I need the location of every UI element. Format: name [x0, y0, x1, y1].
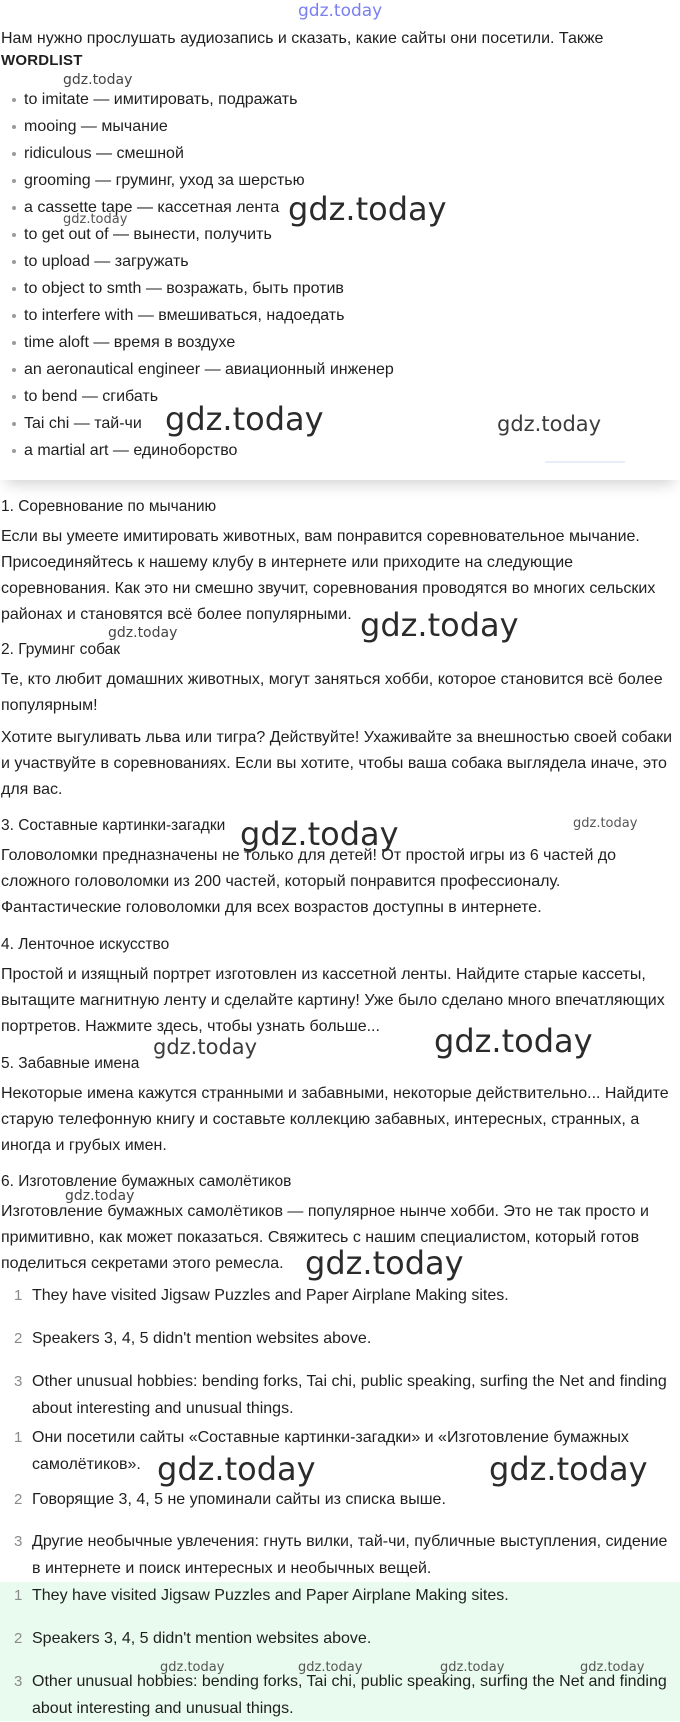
section-paragraph: Головоломки предназначены не только для детей! От простой игры из 6 частей до сложного головоломки из 200 частей, который понравится профессионалу. Фантастические головоломки для всех возрастов доступны в интернете.	[1, 847, 617, 916]
wordlist-item-text: ridiculous — смешной	[24, 145, 184, 162]
section-heading: 1. Соревнование по мычанию	[1, 498, 217, 515]
watermark: gdz.today	[440, 1660, 505, 1675]
answer-number: 1	[14, 1429, 23, 1446]
wordlist-item	[0, 167, 394, 194]
wordlist	[0, 86, 394, 464]
wordlist-item-text: time aloft — время в воздухе	[24, 334, 236, 351]
answer-number: 3	[14, 1373, 23, 1390]
section-1	[0, 494, 680, 628]
answer-number: 3	[14, 1673, 23, 1690]
watermark: gdz.today	[360, 606, 519, 644]
wordlist-item-text: to object to smth — возражать, быть против	[24, 280, 344, 297]
answer-number: 2	[14, 1630, 23, 1647]
answer-text: Other unusual hobbies: bending forks, Tai chi, public speaking, surfing the Net and finding about interesting and unusual things.	[32, 1673, 667, 1717]
bullet-icon	[12, 395, 16, 399]
wordlist-item-text: a cassette tape — кассетная лента	[24, 199, 280, 216]
wordlist-item-text: to get out of — вынести, получить	[24, 226, 272, 243]
section-paragraph: Изготовление бумажных самолётиков — популярное нынче хобби. Это не так просто и примитивно, как может показаться. Свяжитесь с нашим специалистом, который готов поделиться секретами этого ремесла.	[1, 1203, 649, 1272]
bullet-icon	[12, 206, 16, 210]
wordlist-item-text: a martial art — единоборство	[24, 442, 238, 459]
section-4	[0, 932, 680, 1040]
bullet-icon	[12, 125, 16, 129]
section-paragraph: Хотите выгуливать льва или тигра? Действуйте! Ухаживайте за внешностью своей собаки и участвуйте в соревнованиях. Если вы хотите, чтобы ваша собака выглядела иначе, это для вас.	[1, 729, 673, 798]
answer-item	[0, 1625, 680, 1668]
wordlist-item	[0, 329, 394, 356]
section-heading: 3. Составные картинки-загадки	[1, 817, 226, 834]
section-paragraph: Простой и изящный портрет изготовлен из кассетной ленты. Найдите старые кассеты, вытащите магнитную ленту и сделайте картину! Уже было сделано много впечатляющих портретов. Нажмите здесь, чтобы узнать больше...	[1, 966, 665, 1035]
answer-text: Speakers 3, 4, 5 didn't mention websites above.	[32, 1630, 372, 1647]
answer-number: 1	[14, 1287, 23, 1304]
wordlist-item-text: to imitate — имитировать, подражать	[24, 91, 298, 108]
wordlist-item-text: to interfere with — вмешиваться, надоедать	[24, 307, 345, 324]
watermark: gdz.today	[298, 1660, 363, 1675]
bullet-icon	[12, 449, 16, 453]
watermark: gdz.today	[157, 1450, 316, 1488]
answer-item	[0, 1424, 680, 1486]
answer-item	[0, 1668, 680, 1722]
watermark: gdz.today	[489, 1450, 648, 1488]
section-paragraph: Те, кто любит домашних животных, могут заняться хобби, которое становится всё более популярным!	[1, 671, 663, 714]
wordlist-item	[0, 383, 394, 410]
wordlist-item-text: to bend — сгибать	[24, 388, 159, 405]
answer-text: Other unusual hobbies: bending forks, Tai chi, public speaking, surfing the Net and finding about interesting and unusual things.	[32, 1373, 667, 1417]
answer-item	[0, 1282, 680, 1325]
section-6	[0, 1169, 680, 1277]
bullet-icon	[12, 260, 16, 264]
bullet-icon	[12, 98, 16, 102]
card-divider	[545, 461, 625, 463]
wordlist-card	[0, 0, 680, 480]
wordlist-title: WORDLIST	[1, 52, 83, 69]
wordlist-item	[0, 275, 394, 302]
wordlist-item-text: Tai chi — тай-чи	[24, 415, 142, 432]
watermark: gdz.today	[160, 1660, 225, 1675]
answer-item	[0, 1528, 680, 1584]
wordlist-item-text: to upload — загружать	[24, 253, 189, 270]
answer-number: 2	[14, 1491, 23, 1508]
watermark: gdz.today	[63, 212, 128, 227]
wordlist-item	[0, 410, 394, 437]
bullet-icon	[12, 287, 16, 291]
watermark: gdz.today	[573, 816, 638, 831]
wordlist-item	[0, 437, 394, 464]
section-paragraph: Если вы умеете имитировать животных, вам понравится соревновательное мычание. Присоединяйтесь к нашему клубу в интернете или приходите на следующие соревнования. Как это ни смешно звучит, соревнования проводятся во многих сельских районах и становятся всё более популярными.	[1, 528, 656, 623]
bullet-icon	[12, 179, 16, 183]
wordlist-item	[0, 248, 394, 275]
wordlist-item	[0, 302, 394, 329]
wordlist-item	[0, 194, 394, 221]
answer-text: Говорящие 3, 4, 5 не упоминали сайты из списка выше.	[32, 1491, 446, 1508]
answer-text: Speakers 3, 4, 5 didn't mention websites above.	[32, 1330, 372, 1347]
section-heading: 6. Изготовление бумажных самолётиков	[1, 1173, 292, 1190]
wordlist-item-text: grooming — груминг, уход за шерстью	[24, 172, 305, 189]
section-3	[0, 813, 680, 921]
answer-item	[0, 1582, 680, 1625]
section-5	[0, 1051, 680, 1159]
section-heading: 4. Ленточное искусство	[1, 936, 170, 953]
answer-number: 3	[14, 1533, 23, 1550]
wordlist-item-text: an aeronautical engineer — авиационный инженер	[24, 361, 394, 378]
watermark: gdz.today	[434, 1022, 593, 1060]
watermark: gdz.today	[165, 400, 324, 438]
answers-russian	[0, 1424, 680, 1584]
answer-number: 1	[14, 1587, 23, 1604]
wordlist-item	[0, 113, 394, 140]
watermark: gdz.today	[240, 815, 399, 853]
answer-text: They have visited Jigsaw Puzzles and Paper Airplane Making sites.	[32, 1287, 509, 1304]
answer-item	[0, 1486, 680, 1528]
bullet-icon	[12, 314, 16, 318]
bullet-icon	[12, 422, 16, 426]
intro-text: Нам нужно прослушать аудиозапись и сказать, какие сайты они посетили. Также	[1, 30, 604, 47]
watermark: gdz.today	[580, 1660, 645, 1675]
wordlist-item-text: mooing — мычание	[24, 118, 168, 135]
answer-item	[0, 1368, 680, 1426]
section-heading: 5. Забавные имена	[1, 1055, 140, 1072]
watermark: gdz.today	[65, 1188, 135, 1204]
watermark: gdz.today	[497, 412, 602, 436]
bullet-icon	[12, 233, 16, 237]
bullet-icon	[12, 341, 16, 345]
wordlist-item	[0, 140, 394, 167]
answer-text: Они посетили сайты «Составные картинки-загадки» и «Изготовление бумажных самолётиков».	[32, 1429, 629, 1473]
section-paragraph: Некоторые имена кажутся странными и забавными, некоторые действительно... Найдите старую телефонную книгу и составьте коллекцию забавных, интересных, странных, а иногда и грубых имен.	[1, 1085, 669, 1154]
bullet-icon	[12, 368, 16, 372]
answer-number: 2	[14, 1330, 23, 1347]
bullet-icon	[12, 152, 16, 156]
watermark: gdz.today	[108, 625, 178, 641]
top-watermark: gdz.today	[298, 1, 383, 21]
answer-item	[0, 1325, 680, 1368]
answer-text: They have visited Jigsaw Puzzles and Paper Airplane Making sites.	[32, 1587, 509, 1604]
watermark: gdz.today	[63, 72, 133, 88]
watermark: gdz.today	[305, 1244, 464, 1282]
answers-english-highlighted	[0, 1582, 680, 1721]
section-heading: 2. Груминг собак	[1, 641, 121, 658]
wordlist-item	[0, 221, 394, 248]
section-2	[0, 637, 680, 803]
answer-text: Другие необычные увлечения: гнуть вилки, тай-чи, публичные выступления, сидение в интернете и поиск интересных и необычных вещей.	[32, 1533, 668, 1577]
wordlist-item	[0, 86, 394, 113]
answers-english	[0, 1282, 680, 1426]
watermark: gdz.today	[153, 1035, 258, 1059]
watermark: gdz.today	[288, 190, 447, 228]
wordlist-item	[0, 356, 394, 383]
